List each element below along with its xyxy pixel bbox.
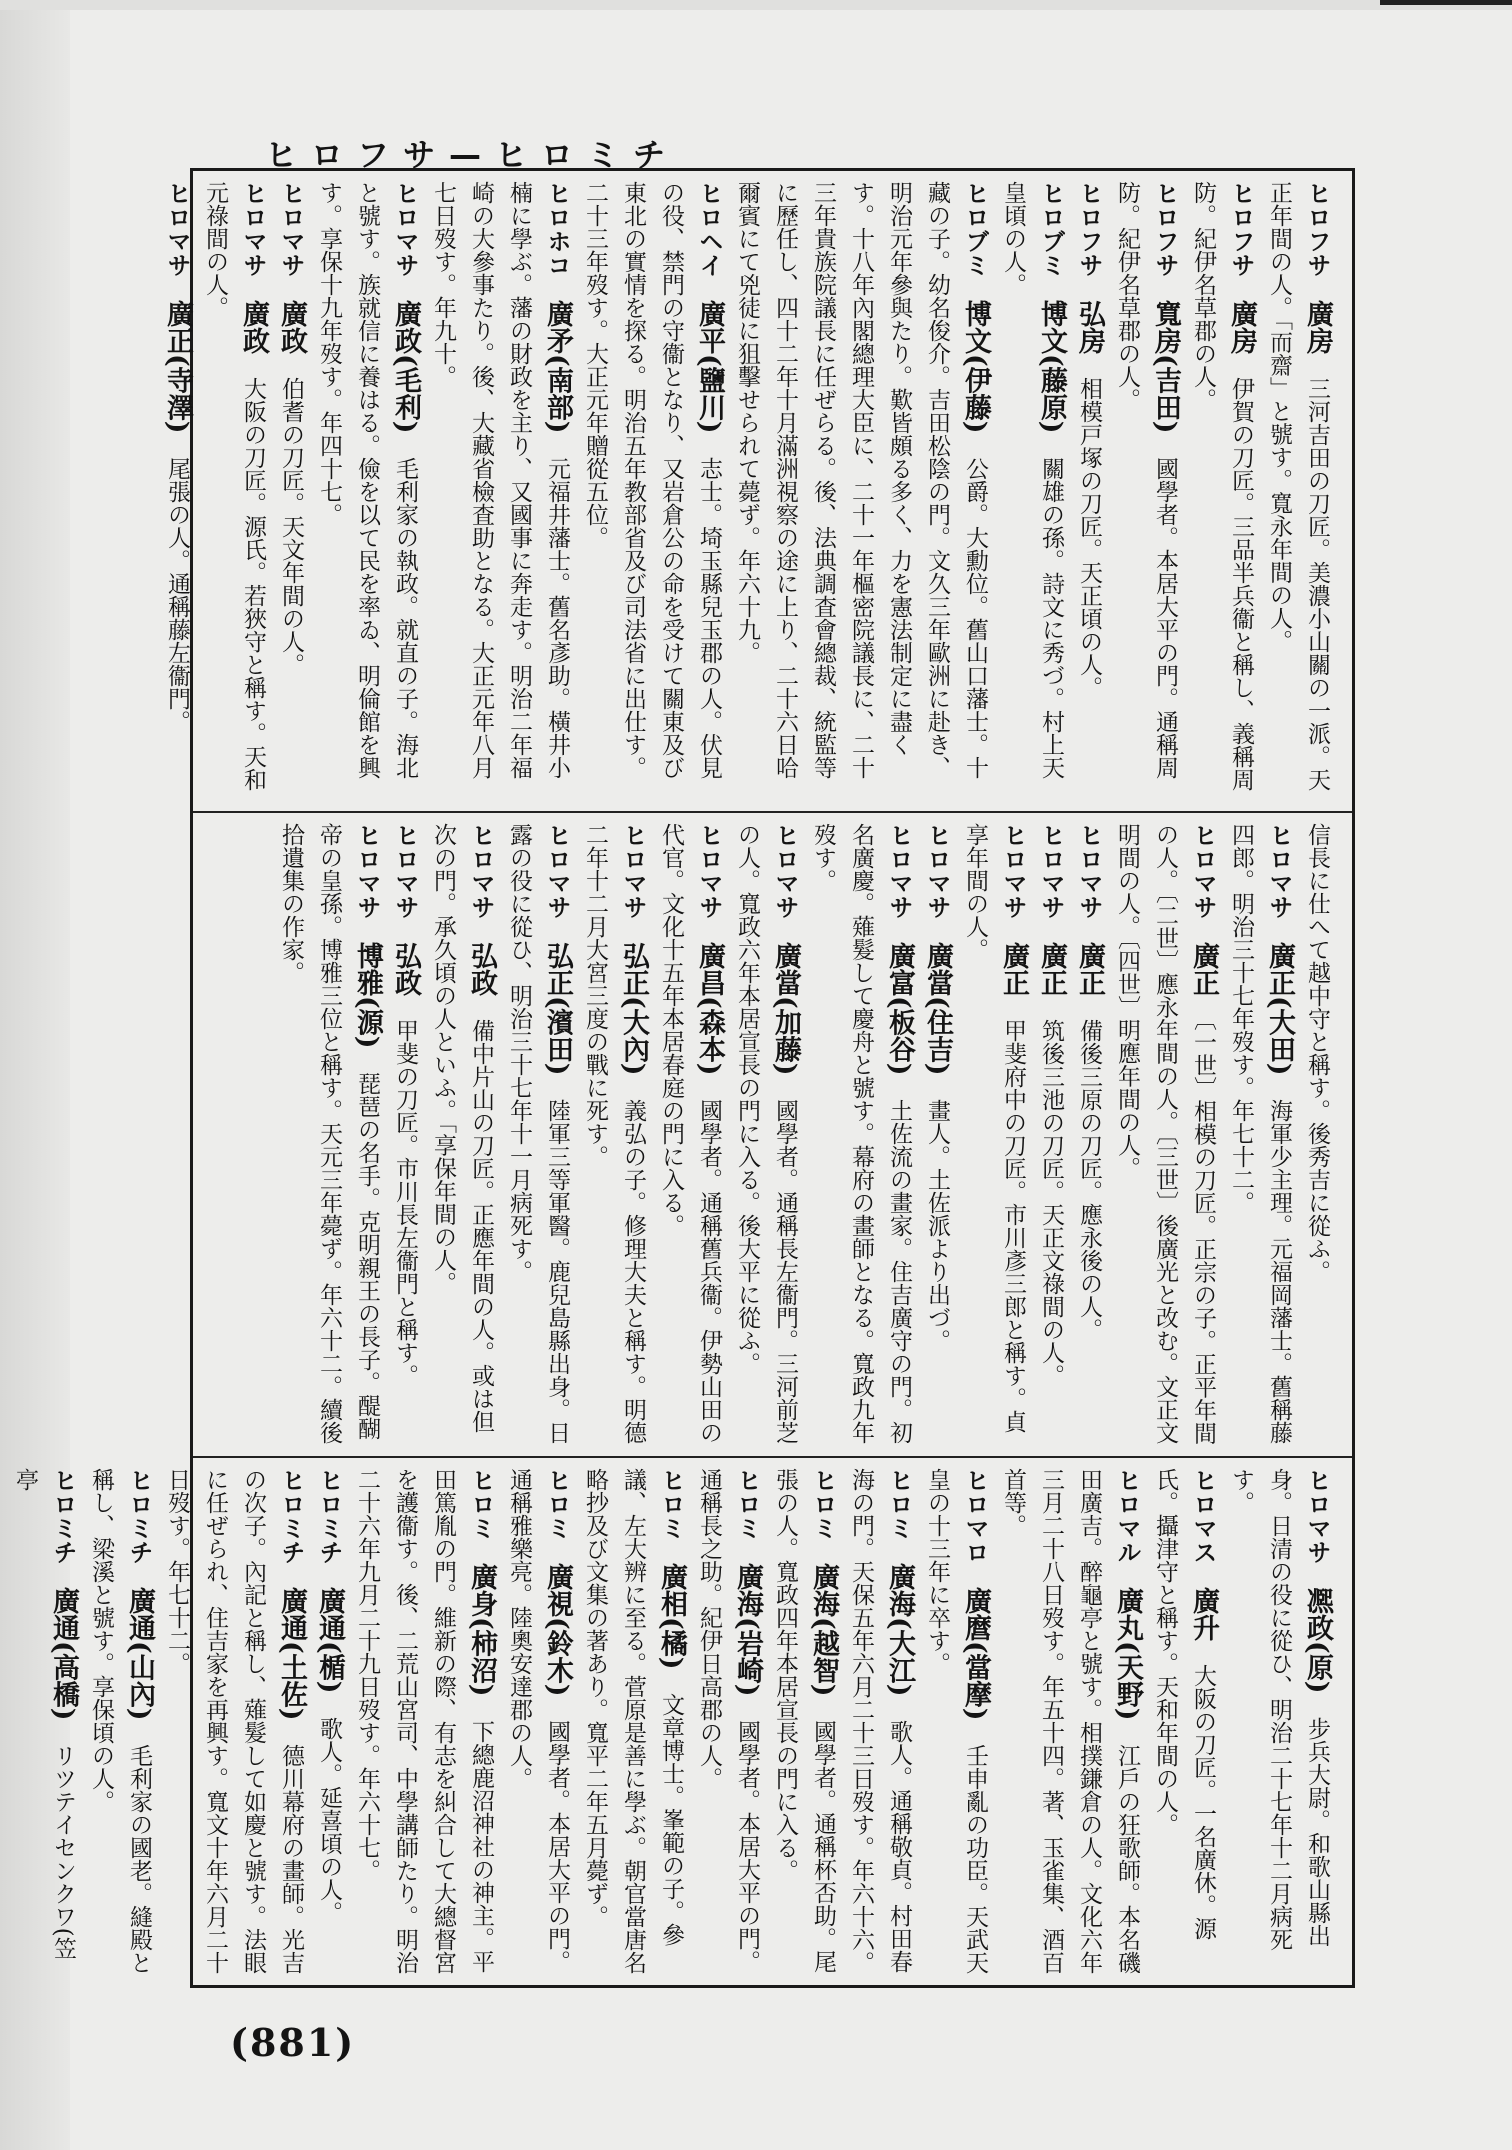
entry-text: 國學者。通稱杯否助。尾張の人。寬政四年本居宣長の門に入る。 [772,1468,836,1973]
entry-text: 下總鹿沼神社の神主。平田篤胤の門。維新の際、有志を糾合して大總督宮を護衞す。後、二荒山宮司、中學講師たり。明治二十六年九月二十九日歿す。年六十七。 [354,1468,494,1974]
dictionary-entry [424,181,576,801]
entry-text: 琵琶の名手。克明親王の長子。醍醐帝の皇孫。博雅三位と稱す。天元三年薨ず。年六十二。續後拾遺集の作家。 [278,823,380,1444]
entry-reading: ヒロフサ [1075,181,1103,277]
entry-text: 筑後三池の刀匠。天正文祿間の人。 [1038,1019,1064,1387]
entry-headword: 廣身(柿沼) [466,1563,497,1697]
dictionary-entry [386,823,424,1446]
entry-reading: ヒロミ [733,1468,761,1540]
entry-reading: ヒロミ [657,1468,685,1540]
dictionary-entry [158,181,196,801]
dictionary-entry [842,1468,918,1975]
entry-reading: ヒロマサ [1075,823,1103,919]
entry-headword: 廣視(鈴木) [542,1563,573,1697]
entry-reading: ヒロホコ [543,181,571,277]
entry-text: リツテイセンクワ(笠亭 [12,1468,76,1960]
entry-reading: ヒロヘイ [695,181,723,277]
entry-headword: 廣房 [1302,300,1333,354]
entry-reading: ヒロマサ [163,181,191,277]
entry-reading: ヒロマサ [239,181,267,277]
tier-1 [162,171,1352,811]
entry-reading: ヒロマロ [961,1468,989,1564]
dictionary-entry [1108,181,1184,801]
entry-text: 歌人。通稱敬貞。村田春海の門。天保五年六月二十三日歿す。年六十六。 [848,1468,912,1974]
entry-reading: ヒロミチ [315,1468,343,1564]
entry-headword: 廣當(住吉) [922,942,953,1076]
dictionary-entry [196,181,272,801]
entry-headword: 廣平(鹽川) [694,300,725,434]
dictionary-entry [994,1468,1146,1975]
entry-headword: 弘政 [466,942,497,996]
dictionary-entry [424,823,500,1446]
entry-reading: ヒロミ [543,1468,571,1540]
entry-text: 毛利家の執政。就直の子。海北と號す。族就信に養はる。儉を以て民を率ゐ、明倫館を興す。享保十九年歿す。年四十七。 [316,181,418,779]
entry-text: 陸軍三等軍醫。鹿兒島縣出身。日露の役に從ひ、明治三十七年十一月病死す。 [506,823,570,1444]
entry-reading: ヒロマサ [391,181,419,277]
entry-text: 毛利家の國老。縫殿と稱し、梁溪と號す。享保頃の人。 [88,1468,152,1974]
entry-text: 志士。埼玉縣兒玉郡の人。伏見の役、禁門の守衞となり、又岩倉公の命を受けて關東及び東北の實情を探る。明治五年教部省及び司法省に出仕す。二十三年歿す。大正元年贈從五位。 [582,181,722,779]
dictionary-entry [1184,181,1260,801]
entry-text: 備後三原の刀匠。應永後の人。 [1076,1019,1102,1341]
entry-text: 德川幕府の畫師。光吉の次子。內記と稱し、薙髮して如慶と號す。法眼に任ぜられ、住吉家を再興す。寬文十年六月二十日歿す。年七十二。 [164,1468,304,1974]
entry-reading: ヒロマル [1113,1468,1141,1564]
dictionary-entry [918,823,956,1446]
entry-headword: 廣通(土佐) [276,1587,307,1721]
page-number: (881) [230,2020,356,2065]
dictionary-entry [728,181,994,801]
entry-reading: ヒロマサ [277,181,305,277]
entry-frame [12,168,1355,1988]
entry-text: 海軍少主理。元福岡藩士。舊稱藤四郎。明治三十七年歿す。年七十二。 [1228,823,1292,1444]
dictionary-entry [918,1468,994,1975]
entry-headword: 廣通(楯) [314,1587,345,1694]
dictionary-entry [6,1468,82,1975]
entry-headword: 凞政(原) [1302,1587,1333,1694]
dictionary-entry [956,823,1032,1446]
entry-reading: ヒロマサ [391,823,419,919]
dictionary-entry [804,823,918,1446]
entry-headword: 廣丸(天野) [1112,1587,1143,1721]
entry-headword: 廣通(高橋) [48,1587,79,1721]
entry-headword: 廣正 [998,942,1029,996]
entry-reading: ヒロマサ [999,823,1027,919]
dictionary-entry [1070,823,1108,1446]
dictionary-entry [348,1468,500,1975]
entry-text: 大阪の刀匠。一名廣休。源氏。攝津守と稱す。天和年間の人。 [1152,1468,1216,1940]
entry-text: 元福井藩士。舊名彥助。橫井小楠に學ぶ。藩の財政を主り、又國事に奔走す。明治二年福崎の大參事たり。後、大藏省檢査助となる。大正元年八月七日歿す。年九十。 [430,181,570,779]
entry-reading: ヒロミ [885,1468,913,1540]
entry-headword: 廣海(越智) [808,1563,839,1697]
entry-text: 歌人。延喜頃の人。 [316,1716,342,1924]
dictionary-entry [500,1468,576,1975]
entry-text: 信長に仕へて越中守と稱す。後秀吉に從ふ。 [1304,823,1330,1283]
entry-headword: 博雅(源) [352,942,383,1049]
dictionary-entry [690,1468,766,1975]
dictionary-entry [728,823,804,1446]
entry-headword: 弘政 [390,942,421,996]
entry-reading: ヒロマサ [467,823,495,919]
entry-text: 三河吉田の刀匠。美濃小山關の一派。天正年間の人。「而齋」と號す。寬永年間の人。 [1266,181,1330,791]
entry-text: 文章博士。峯範の子。參議、左大辨に至る。菅原是善に學ぶ。朝官當唐名略抄及び文集の著あり。寬平二年五月薨ず。 [582,1468,684,1974]
dictionary-entry [1108,823,1222,1446]
entry-headword: 廣政(毛利) [390,300,421,434]
tier-3 [12,1456,1352,1985]
entry-text: 壬申亂の功臣。天武天皇の十三年に卒す。 [924,1468,988,1974]
entry-headword: 寬房(吉田) [1150,300,1181,434]
entry-text: 尾張の人。通稱藤左衞門。 [164,456,190,733]
dictionary-entry [1222,823,1298,1446]
entry-headword: 廣正(大田) [1264,942,1295,1076]
dictionary-entry [1032,823,1070,1446]
entry-text: 國學者。通稱舊兵衞。伊勢山田の代官。文化十五年本居春庭の門に入る。 [658,823,722,1444]
entry-reading: ヒロマサ [1303,1468,1331,1564]
entry-reading: ヒロマサ [695,823,723,919]
entry-text: 關雄の孫。詩文に秀づ。村上天皇頃の人。 [1000,181,1064,779]
entry-headword: 弘房 [1074,300,1105,354]
entry-headword: 廣海(岩崎) [732,1563,763,1697]
dictionary-entry [82,1468,158,1975]
entry-reading: ヒロミ [467,1468,495,1540]
entry-headword: 廣房 [1226,300,1257,354]
entry-headword: 廣正 [1036,942,1067,996]
dictionary-entry [994,181,1070,801]
entry-reading: ヒロブミ [1037,181,1065,277]
dictionary-entry [1298,823,1336,1446]
entry-text: 步兵大尉。和歌山縣出身。日清の役に從ひ、明治二十七年十二月病死す。 [1228,1468,1330,1951]
entry-reading: ヒロマサ [885,823,913,919]
entry-headword: 博文(藤原) [1036,300,1067,434]
entry-text: 國學者。本居大平の門。通稱雅樂亮。陸奧安達郡の人。 [506,1468,570,1973]
entry-reading: ヒロマサ [543,823,571,919]
entry-reading: ヒロミチ [125,1468,153,1564]
entry-headword: 廣通(山內) [124,1587,155,1721]
dictionary-entry [500,823,576,1446]
entry-reading: ヒロフサ [1227,181,1255,277]
entry-reading: ヒロブミ [961,181,989,277]
dictionary-entry [1260,181,1336,801]
dictionary-entry [1222,1468,1336,1975]
dictionary-entry [1070,181,1108,801]
entry-text: 相模戸塚の刀匠。天正頃の人。 [1076,377,1102,699]
entry-headword: 廣政 [276,300,307,354]
entry-reading: ヒロミチ [49,1468,77,1564]
entry-text: 公爵。大勳位。舊山口藩士。十藏の子。幼名俊介。吉田松陰の門。文久三年歐洲に赴き、明治元年參與たり。歎皆頗る多く、力を憲法制定に盡くす。十八年內閣總理大臣に、二十一年樞密院議長に、二十三年貴族院議長に任ぜらる。後、法典調査會總裁、統監等に歷任し、四十二年十月滿洲視察の途に上り、二十六日哈爾賓にて兇徒に狙擊せられて薨ず。年六十九。 [734,181,988,779]
entry-headword: 廣正 [1074,942,1105,996]
entry-reading: ヒロフサ [1151,181,1179,277]
entry-text: 伯耆の刀匠。天文年間の人。 [278,377,304,676]
entry-text: 甲斐の刀匠。市川長左衞門と稱す。 [392,1019,418,1387]
entry-text: 伊賀の刀匠。三品半兵衞と稱し、義稱周防。紀伊名草郡の人。 [1190,181,1254,791]
entry-headword: 廣相(橘) [656,1563,687,1670]
entry-headword: 博文(伊藤) [960,300,991,434]
entry-text: 〔一世〕相模の刀匠。正宗の子。正平年間の人。〔二世〕應永年間の人。〔三世〕後廣光と改む。文正文明間の人。〔四世〕明應年間の人。 [1114,823,1216,1445]
dictionary-entry [576,181,728,801]
entry-headword: 廣正 [1188,942,1219,996]
dictionary-entry [1146,1468,1222,1975]
dictionary-entry [158,1468,310,1975]
entry-headword: 廣昌(森本) [694,942,725,1076]
entry-reading: ヒロフサ [1303,181,1331,277]
entry-text: 國學者。通稱長左衞門。三河前芝の人。寬政六年本居宣長の門に入る。後大平に從ふ。 [734,823,798,1444]
top-rule [0,0,1512,10]
entry-text: 畫人。土佐派より出づ。 [924,1098,950,1352]
entry-text: 甲斐府中の刀匠。市川彥三郎と稱す。貞享年間の人。 [962,823,1026,1433]
dictionary-entry [310,181,424,801]
dictionary-entry [272,181,310,801]
dictionary-entry [766,1468,842,1975]
entry-headword: 廣海(大江) [884,1563,915,1697]
entry-reading: ヒロマサ [923,823,951,919]
entry-headword: 廣矛(南部) [542,300,573,434]
entry-headword: 廣升 [1188,1587,1219,1641]
entry-text: 備中片山の刀匠。正應年間の人。或は但次の門。承久頃の人といふ。「享保年間の人。 [430,823,494,1433]
entry-reading: ヒロマサ [619,823,647,919]
dictionary-entry [272,823,386,1446]
entry-text: 國學者。本居大平の門。通稱周防。紀伊名草郡の人。 [1114,181,1178,779]
entry-headword: 廣政 [238,300,269,354]
entry-text: 國學者。本居大平の門。通稱長之助。紀伊日高郡の人。 [696,1468,760,1973]
entry-reading: ヒロマサ [353,823,381,919]
dictionary-entry [652,823,728,1446]
entry-text: 大阪の刀匠。源氏。若狹守と稱す。天和元祿間の人。 [202,181,266,791]
entry-reading: ヒロミチ [277,1468,305,1564]
entry-reading: ヒロマサ [771,823,799,919]
entry-headword: 廣當(加藤) [770,942,801,1076]
dictionary-entry [576,823,652,1446]
entry-text: 土佐流の畫家。住吉廣守の門。初名廣慶。薙髮して慶舟と號す。幕府の畫師となる。寬政九年歿す。 [810,823,912,1444]
top-rule-line [1380,0,1512,5]
entry-headword: 廣麿(當摩) [960,1587,991,1721]
entry-reading: ヒロマサ [1189,823,1217,919]
entry-headword: 廣正(寺澤) [162,300,193,434]
dictionary-entry [576,1468,690,1975]
entry-reading: ヒロマサ [1037,823,1065,919]
entry-headword: 廣富(板谷) [884,942,915,1076]
entry-text: 義弘の子。修理大夫と稱す。明德二年十二月大宮三度の戰に死す。 [582,823,646,1444]
dictionary-entry [310,1468,348,1975]
entry-reading: ヒロミ [809,1468,837,1540]
entry-reading: ヒロマサ [1265,823,1293,919]
entry-reading: ヒロマス [1189,1468,1217,1564]
running-head: ヒロフサ—ヒロミチ [265,136,680,174]
entry-text: 江戶の狂歌師。本名磯田廣吉。醉龜亭と號す。相撲鎌倉の人。文化六年三月二十八日歿す。年五十四。著、玉雀集、酒百首等。 [1000,1468,1140,1974]
tier-2 [193,811,1352,1456]
entry-headword: 弘正(大內) [618,942,649,1076]
entry-headword: 弘正(濱田) [542,942,573,1076]
